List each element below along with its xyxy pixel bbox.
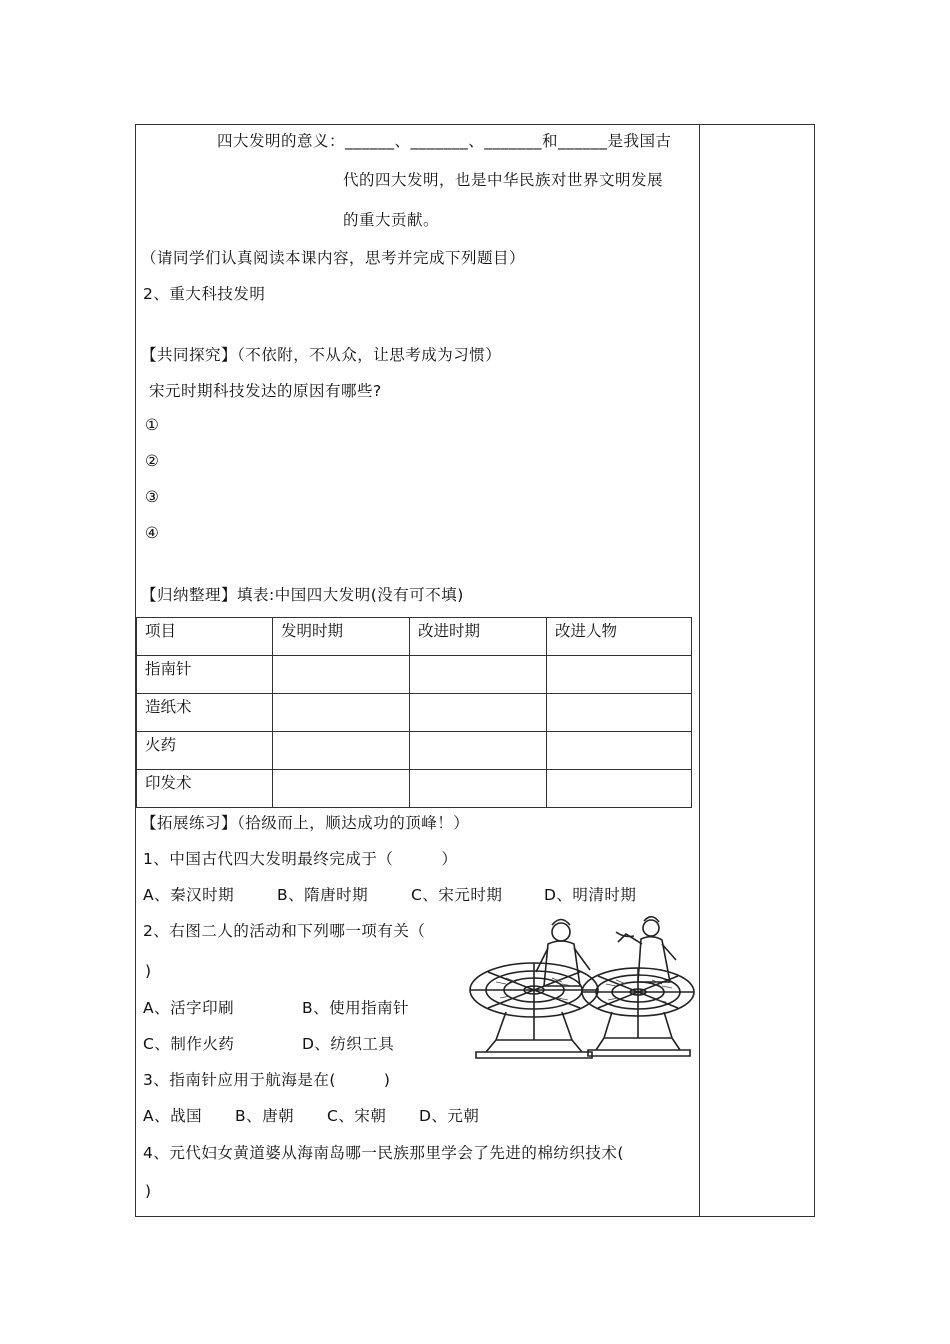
meaning-line-1: 四大发明的意义：______、_______、_______和______是我国古 xyxy=(217,132,672,150)
header-improver: 改进人物 xyxy=(547,618,692,656)
answer-marker-3: ③ xyxy=(145,488,160,506)
answer-marker-2: ② xyxy=(145,452,160,470)
notes-column-divider xyxy=(699,124,700,1217)
inventions-table xyxy=(136,617,692,808)
blank-cell[interactable] xyxy=(273,694,410,732)
q2-option-c: C、制作火药 xyxy=(143,1035,235,1053)
question-3: 3、指南针应用于航海是在( ) xyxy=(143,1071,391,1089)
row-label: 印发术 xyxy=(137,770,273,808)
row-label: 指南针 xyxy=(137,656,273,694)
row-label: 造纸术 xyxy=(137,694,273,732)
meaning-line-2: 代的四大发明，也是中华民族对世界文明发展 xyxy=(343,171,664,189)
blank-cell[interactable] xyxy=(547,770,692,808)
table-row xyxy=(137,656,692,694)
meaning-line-3: 的重大贡献。 xyxy=(343,211,440,229)
q1-option-d: D、明清时期 xyxy=(544,886,637,904)
header-invention-period: 发明时期 xyxy=(273,618,410,656)
blank-cell[interactable] xyxy=(410,732,547,770)
question-4: 4、元代妇女黄道婆从海南岛哪一民族那里学会了先进的棉纺织技术( xyxy=(143,1144,624,1162)
q2-option-b: B、使用指南针 xyxy=(302,999,410,1017)
practice-title: 【拓展练习】（拾级而上，顺达成功的顶峰！） xyxy=(141,814,470,832)
blank-cell[interactable] xyxy=(547,694,692,732)
movable-type-illustration xyxy=(466,912,698,1060)
q2-option-a: A、活字印刷 xyxy=(143,999,235,1017)
q3-option-c: C、宋朝 xyxy=(327,1107,387,1125)
blank-cell[interactable] xyxy=(273,656,410,694)
question-2: 2、右图二人的活动和下列哪一项有关（ xyxy=(143,922,426,940)
table-row xyxy=(137,732,692,770)
blank-cell[interactable] xyxy=(273,732,410,770)
explore-title: 【共同探究】（不依附，不从众，让思考成为习惯） xyxy=(141,346,502,364)
blank-cell[interactable] xyxy=(273,770,410,808)
answer-marker-4: ④ xyxy=(145,524,160,542)
section-2-heading: 2、重大科技发明 xyxy=(143,285,266,303)
q1-option-b: B、隋唐时期 xyxy=(277,886,369,904)
question-2-close: ) xyxy=(145,962,152,980)
row-label: 火药 xyxy=(137,732,273,770)
summary-title: 【归纳整理】填表:中国四大发明(没有可不填) xyxy=(141,586,464,604)
table-row xyxy=(137,694,692,732)
question-1: 1、中国古代四大发明最终完成于（ ） xyxy=(143,850,458,868)
blank-cell[interactable] xyxy=(547,656,692,694)
blank-cell[interactable] xyxy=(547,732,692,770)
table-row xyxy=(137,770,692,808)
explore-question: 宋元时期科技发达的原因有哪些? xyxy=(149,382,382,400)
q2-option-d: D、纺织工具 xyxy=(302,1035,395,1053)
q3-option-b: B、唐朝 xyxy=(235,1107,295,1125)
header-improvement-period: 改进时期 xyxy=(410,618,547,656)
q1-option-a: A、秦汉时期 xyxy=(143,886,235,904)
blank-cell[interactable] xyxy=(410,770,547,808)
q1-option-c: C、宋元时期 xyxy=(411,886,503,904)
question-4-close: ) xyxy=(145,1182,152,1200)
q3-option-a: A、战国 xyxy=(143,1107,203,1125)
q3-option-d: D、元朝 xyxy=(419,1107,480,1125)
answer-marker-1: ① xyxy=(145,416,160,434)
blank-cell[interactable] xyxy=(410,656,547,694)
table-header-row xyxy=(137,618,692,656)
instruction-text: （请同学们认真阅读本课内容，思考并完成下列题目） xyxy=(141,249,526,267)
blank-cell[interactable] xyxy=(410,694,547,732)
header-item: 项目 xyxy=(137,618,273,656)
